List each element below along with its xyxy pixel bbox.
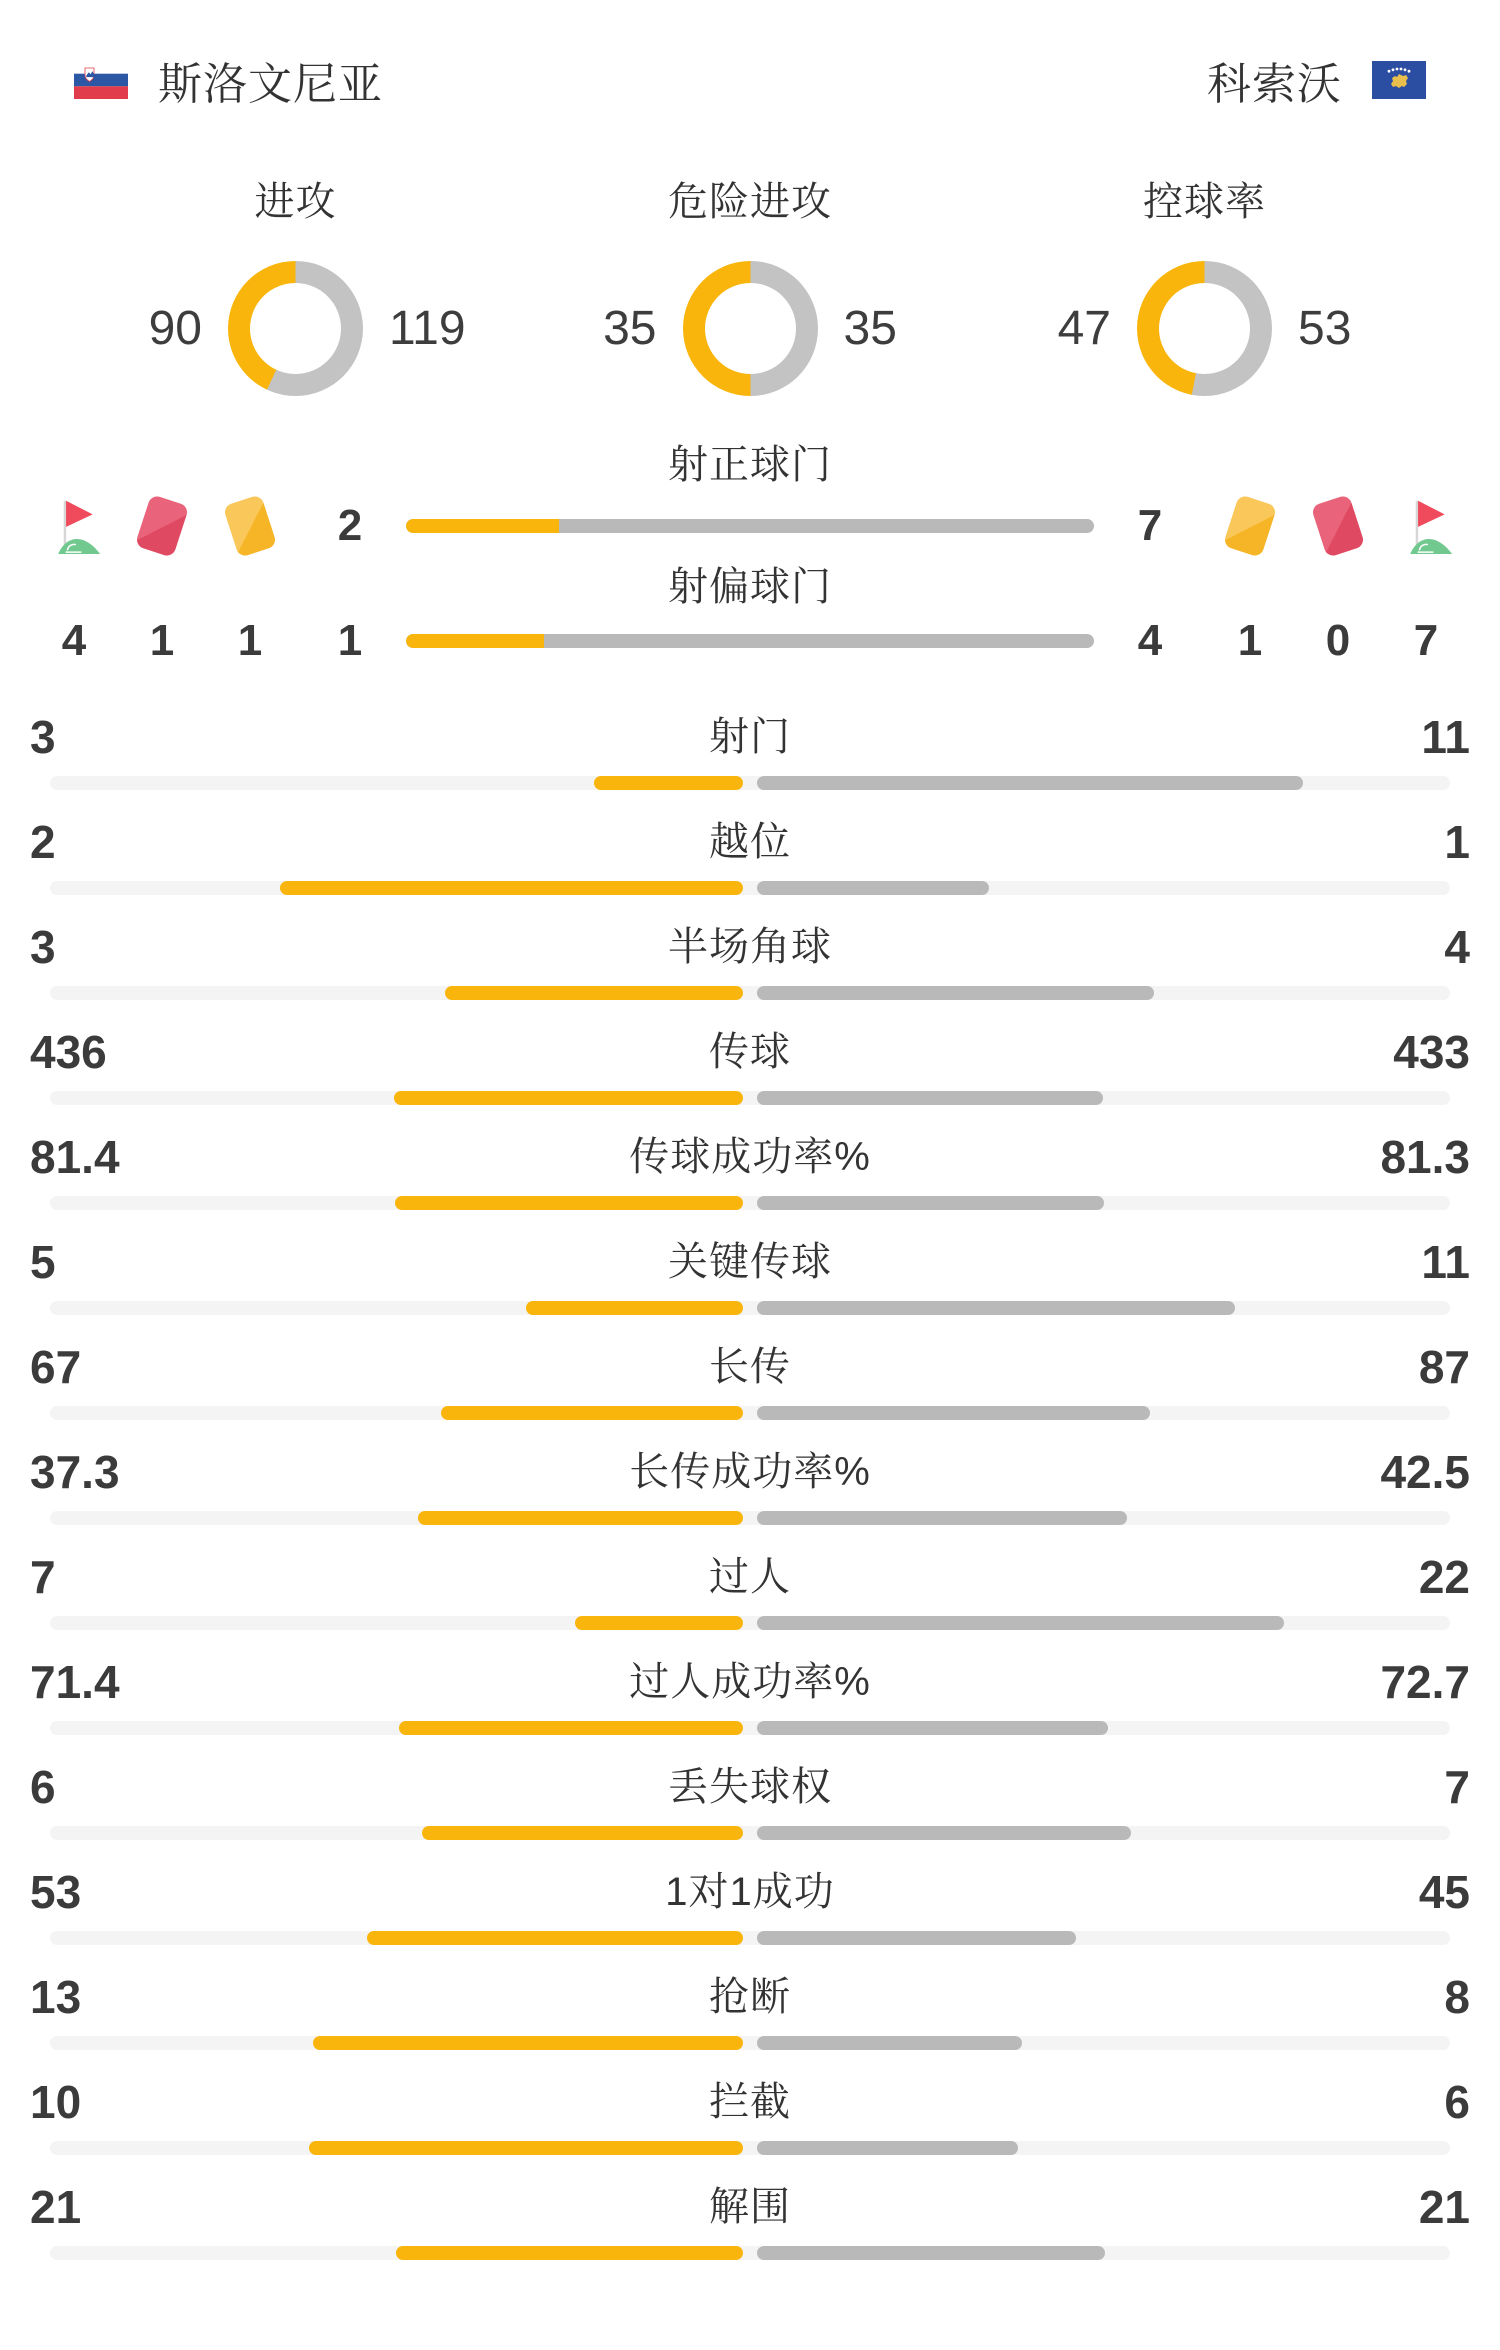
shots-on-target-row (0, 488, 1500, 564)
red-card-icon (1294, 499, 1382, 553)
stat-label: 过人 (709, 1555, 791, 1599)
stat-row (0, 920, 1500, 1025)
stat-bar (50, 1721, 1450, 1735)
home-value: 71.4 (30, 1656, 120, 1708)
stat-label: 越位 (709, 820, 791, 864)
stat-bar (50, 1826, 1450, 1840)
donut-label: 进攻 (254, 180, 337, 224)
stat-label: 抢断 (709, 1975, 791, 2019)
stat-label: 丢失球权 (668, 1765, 832, 1809)
home-value: 10 (30, 2076, 82, 2128)
stat-bar (50, 776, 1450, 790)
home-bar-fill (418, 1511, 743, 1525)
away-bar-fill (757, 1616, 1284, 1630)
home-value: 53 (30, 1866, 82, 1918)
stat-bar (50, 1196, 1450, 1210)
stat-label: 过人成功率% (629, 1660, 871, 1704)
away-bar-fill (757, 2036, 1022, 2050)
stat-row (0, 1760, 1500, 1865)
home-bar-fill (309, 2141, 743, 2155)
shots-on-target-label: 射正球门 (668, 443, 832, 487)
away-bar-fill (757, 1931, 1076, 1945)
stat-bar (50, 1511, 1450, 1525)
stat-row (0, 1235, 1500, 1340)
away-value: 35 (843, 301, 897, 355)
away-bar-fill (757, 986, 1154, 1000)
away-bar-fill (757, 1196, 1104, 1210)
stat-bar (50, 1301, 1450, 1315)
stat-bar (50, 1616, 1450, 1630)
stat-label: 半场角球 (668, 925, 832, 969)
donut-chart (683, 261, 818, 396)
stat-row (0, 1445, 1500, 1550)
away-value: 1 (1444, 816, 1470, 868)
away-value: 11 (1421, 1236, 1470, 1288)
stat-label: 解围 (709, 2185, 791, 2229)
away-bar-fill (757, 2246, 1105, 2260)
away-value: 42.5 (1380, 1446, 1470, 1498)
stat-row (0, 2075, 1500, 2180)
home-value: 1 (337, 616, 363, 665)
home-bar-fill (594, 776, 743, 790)
shots-section (0, 442, 1500, 670)
stat-label: 传球成功率% (629, 1135, 871, 1179)
stat-label: 传球 (709, 1030, 791, 1074)
stat-row (0, 815, 1500, 920)
donut-label: 控球率 (1143, 180, 1266, 224)
yellow-card-icon (206, 499, 294, 553)
home-bar-fill (367, 1931, 743, 1945)
stat-row (0, 710, 1500, 815)
shots-on-target-bar (406, 519, 1094, 533)
away-value: 6 (1444, 2076, 1470, 2128)
home-yellow-card-count: 1 (237, 616, 263, 665)
stat-bar (50, 1091, 1450, 1105)
away-value: 4 (1444, 921, 1470, 973)
away-team (1207, 48, 1426, 112)
away-value: 7 (1444, 1761, 1470, 1813)
stat-bar (50, 2141, 1450, 2155)
away-value: 4 (1137, 616, 1163, 665)
slovenia-flag-icon (74, 61, 128, 99)
home-value: 37.3 (30, 1446, 120, 1498)
home-bar-fill (280, 881, 743, 895)
away-value: 81.3 (1380, 1131, 1470, 1183)
away-corner-count: 7 (1413, 616, 1439, 665)
home-red-card-count: 1 (149, 616, 175, 665)
stat-row (0, 1970, 1500, 2075)
home-bar-fill (422, 1826, 743, 1840)
home-value: 81.4 (30, 1131, 120, 1183)
stat-row (0, 1025, 1500, 1130)
donut-group-attacks (120, 170, 471, 396)
away-bar-fill (757, 1511, 1127, 1525)
home-corner-count: 4 (61, 616, 87, 665)
home-bar-fill (526, 1301, 743, 1315)
stat-bar (50, 1406, 1450, 1420)
home-bar-fill (399, 1721, 743, 1735)
home-value: 67 (30, 1341, 82, 1393)
donut-group-dangerous-attacks (575, 170, 926, 396)
corner-flag-icon (30, 493, 118, 559)
stat-row (0, 2180, 1500, 2285)
home-value: 90 (148, 301, 202, 355)
shots-off-target-bar (406, 634, 1094, 648)
shots-off-target-label: 射偏球门 (668, 565, 832, 609)
home-value: 2 (337, 501, 363, 550)
stat-bar (50, 2036, 1450, 2050)
away-value: 53 (1298, 301, 1352, 355)
away-yellow-card-count: 1 (1237, 616, 1263, 665)
away-bar-fill (757, 1826, 1131, 1840)
away-red-card-count: 0 (1325, 616, 1351, 665)
home-value: 3 (30, 711, 56, 763)
stat-bar (50, 2246, 1450, 2260)
home-bar-fill (575, 1616, 743, 1630)
stat-label: 射门 (709, 715, 791, 759)
stat-bar (50, 1931, 1450, 1945)
away-value: 22 (1418, 1551, 1470, 1603)
stat-label: 关键传球 (668, 1240, 832, 1284)
home-value: 47 (1057, 301, 1111, 355)
home-bar-fill (441, 1406, 743, 1420)
yellow-card-icon (1206, 499, 1294, 553)
home-value: 35 (603, 301, 657, 355)
red-card-icon (118, 499, 206, 553)
stat-bar (50, 881, 1450, 895)
home-team-name: 斯洛文尼亚 (158, 60, 383, 109)
corner-flag-icon (1382, 493, 1470, 559)
stats-list (0, 710, 1500, 2285)
stat-label: 长传 (709, 1345, 791, 1389)
away-bar-fill (757, 1406, 1150, 1420)
home-value: 13 (30, 1971, 82, 2023)
home-bar-fill (313, 2036, 743, 2050)
away-bar-fill (757, 1721, 1108, 1735)
donut-section (0, 170, 1500, 396)
home-bar-fill (394, 1091, 743, 1105)
home-value: 5 (30, 1236, 56, 1288)
donut-chart (228, 261, 363, 396)
donut-chart (1137, 261, 1272, 396)
stat-label: 拦截 (709, 2080, 791, 2124)
shots-off-target-row (0, 612, 1500, 670)
home-value: 436 (30, 1026, 107, 1078)
home-bar-fill (445, 986, 743, 1000)
header (0, 0, 1500, 112)
away-value: 11 (1421, 711, 1470, 763)
away-value: 433 (1393, 1026, 1470, 1078)
stat-row (0, 1655, 1500, 1760)
away-bar-fill (757, 776, 1303, 790)
away-bar-fill (757, 2141, 1018, 2155)
home-bar-fill (395, 1196, 743, 1210)
away-value: 72.7 (1380, 1656, 1470, 1708)
donut-label: 危险进攻 (668, 180, 832, 224)
home-value: 7 (30, 1551, 56, 1603)
away-value: 7 (1137, 501, 1163, 550)
away-value: 8 (1444, 1971, 1470, 2023)
away-bar-fill (757, 1301, 1235, 1315)
home-value: 6 (30, 1761, 56, 1813)
away-value: 87 (1418, 1341, 1470, 1393)
stat-bar (50, 986, 1450, 1000)
home-value: 21 (30, 2181, 82, 2233)
home-team (74, 48, 383, 112)
away-team-name: 科索沃 (1207, 60, 1342, 109)
home-value: 3 (30, 921, 56, 973)
stat-label: 1对1成功 (665, 1870, 835, 1914)
away-bar-fill (757, 881, 989, 895)
away-value: 45 (1418, 1866, 1470, 1918)
away-value: 119 (389, 301, 466, 355)
away-bar-fill (757, 1091, 1103, 1105)
stat-row (0, 1865, 1500, 1970)
donut-group-possession (1029, 170, 1380, 396)
home-value: 2 (30, 816, 56, 868)
stat-row (0, 1550, 1500, 1655)
stat-label: 长传成功率% (629, 1450, 871, 1494)
stat-row (0, 1130, 1500, 1235)
kosovo-flag-icon (1372, 61, 1426, 99)
stat-row (0, 1340, 1500, 1445)
away-value: 21 (1418, 2181, 1470, 2233)
home-bar-fill (396, 2246, 744, 2260)
